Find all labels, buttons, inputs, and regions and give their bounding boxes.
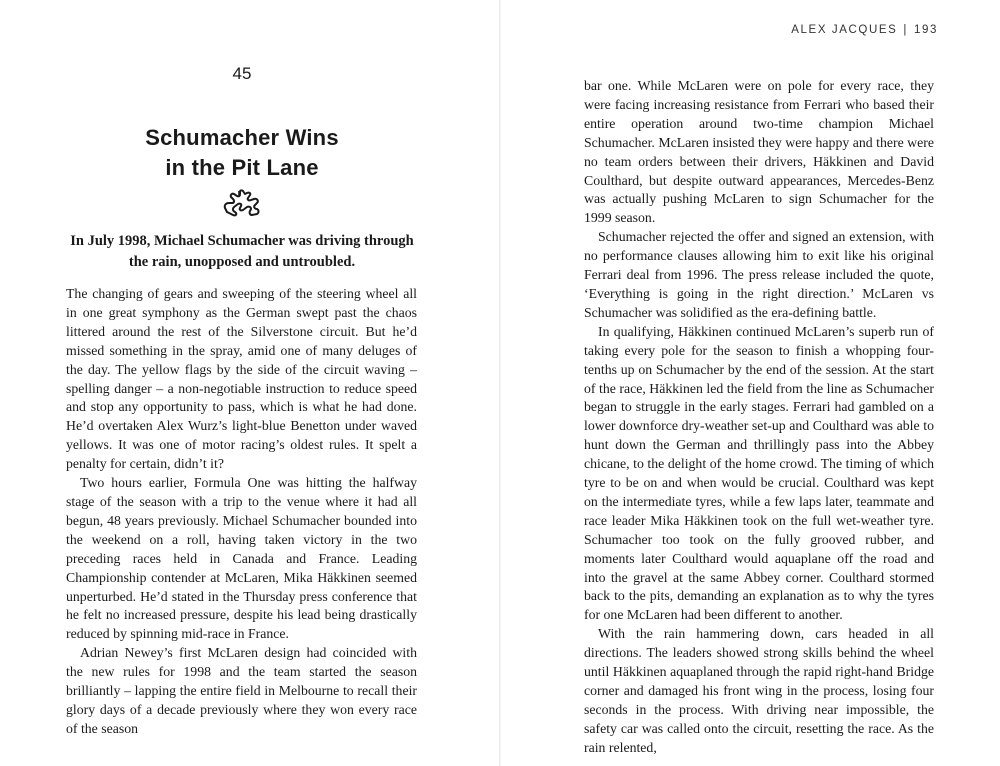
running-head	[791, 24, 938, 36]
running-head-separator: |	[903, 24, 908, 36]
body-paragraph: Two hours earlier, Formula One was hitting the halfway stage of the season with a trip to the venue where it had all begun, 48 years previously. Michael Schumacher bounded into the weekend on a roll, having taken victory in the two preceding races held in Canada and France. Leading Championship contender at McLaren, Mika Häkkinen seemed unperturbed. He’d stated in the Thursday press conference that he felt no increased pressure, despite his lead being drastically reduced by spinning mid-race in France.	[66, 475, 417, 642]
circuit-map-icon	[221, 188, 263, 218]
left-body-text	[66, 285, 417, 739]
right-page	[500, 0, 1000, 766]
page-number: 193	[914, 24, 938, 36]
body-paragraph: Schumacher rejected the offer and signed an extension, with no performance clauses allowing him to exit like his original Ferrari deal from 1996. The press release included the quote, ‘Everything is going in the right direction.’ McLaren vs Schumacher was solidified as the era-defining battle.	[584, 229, 934, 320]
body-paragraph: Adrian Newey’s first McLaren design had coincided with the new rules for 1998 and the team started the season brilliantly – lapping the entire field in Melbourne to recall their glory days of a decade previously where they won every race of the season	[66, 645, 417, 736]
right-body-text	[584, 77, 934, 758]
body-paragraph: With the rain hammering down, cars headed in all directions. The leaders showed strong skills behind the wheel until Häkkinen aquaplaned through the rapid right-hand Bridge corner and damaged his front wing in the process, losing four seconds in the process. With driving near impossible, the safety car was called onto the circuit, resetting the race. As the rain relented,	[584, 626, 934, 755]
body-paragraph: bar one. While McLaren were on pole for every race, they were facing increasing resistance from Ferrari who based their entire operation around two-time champion Michael Schumacher. McLaren insisted they were happy and there were no team orders between their drivers, Häkkinen and David Coulthard, but despite outward appearances, Mercedes-Benz was actually pushing McLaren to sign Schumacher for the 1999 season.	[584, 78, 934, 226]
chapter-title-line-2: in the Pit Lane	[165, 155, 319, 180]
chapter-title	[0, 123, 484, 183]
body-paragraph: In qualifying, Häkkinen continued McLaren’s superb run of taking every pole for the season to finish a whopping four-tenths up on Schumacher by the end of the session. At the start of the race, Häkkinen led the field from the line as Schumacher began to struggle in the early stages. Ferrari had gambled on a lower downforce dry-weather set-up and Coulthard was able to hunt down the German and thrillingly pass into the Abbey chicane, to the delight of the home crowd. The timing of which tyre to be on and when would be crucial. Coulthard was kept on the intermediate tyres, while a few laps later, teammate and race leader Mika Häkkinen took on the full wet-weather tyre. Schumacher too took on the fully grooved rubber, and moments later Coulthard would aquaplane off the road and into the gravel at the same Abbey corner. Coulthard stormed back to the pits, demanding an explanation as to why the tyres for one McLaren had been different to another.	[584, 323, 934, 623]
chapter-title-line-1: Schumacher Wins	[145, 125, 339, 150]
chapter-number: 45	[232, 64, 252, 83]
body-paragraph: The changing of gears and sweeping of the steering wheel all in one great symphony as the German swept past the chaos littered around the rest of the Silverstone circuit. But he’d missed something in the spray, amid one of many deluges of the day. The yellow flags by the side of the circuit waving – spelling danger – a non-negotiable instruction to reduce speed and stop any opportunity to pass, which is what he had done. He’d overtaken Alex Wurz’s light-blue Benetton under waved yellows. It was one of motor racing’s oldest rules. It spelt a penalty for certain, didn’t it?	[66, 286, 417, 472]
running-head-author: ALEX JACQUES	[791, 24, 898, 36]
chapter-standfirst: In July 1998, Michael Schumacher was driving through the rain, unopposed and untroubled.	[70, 233, 414, 270]
